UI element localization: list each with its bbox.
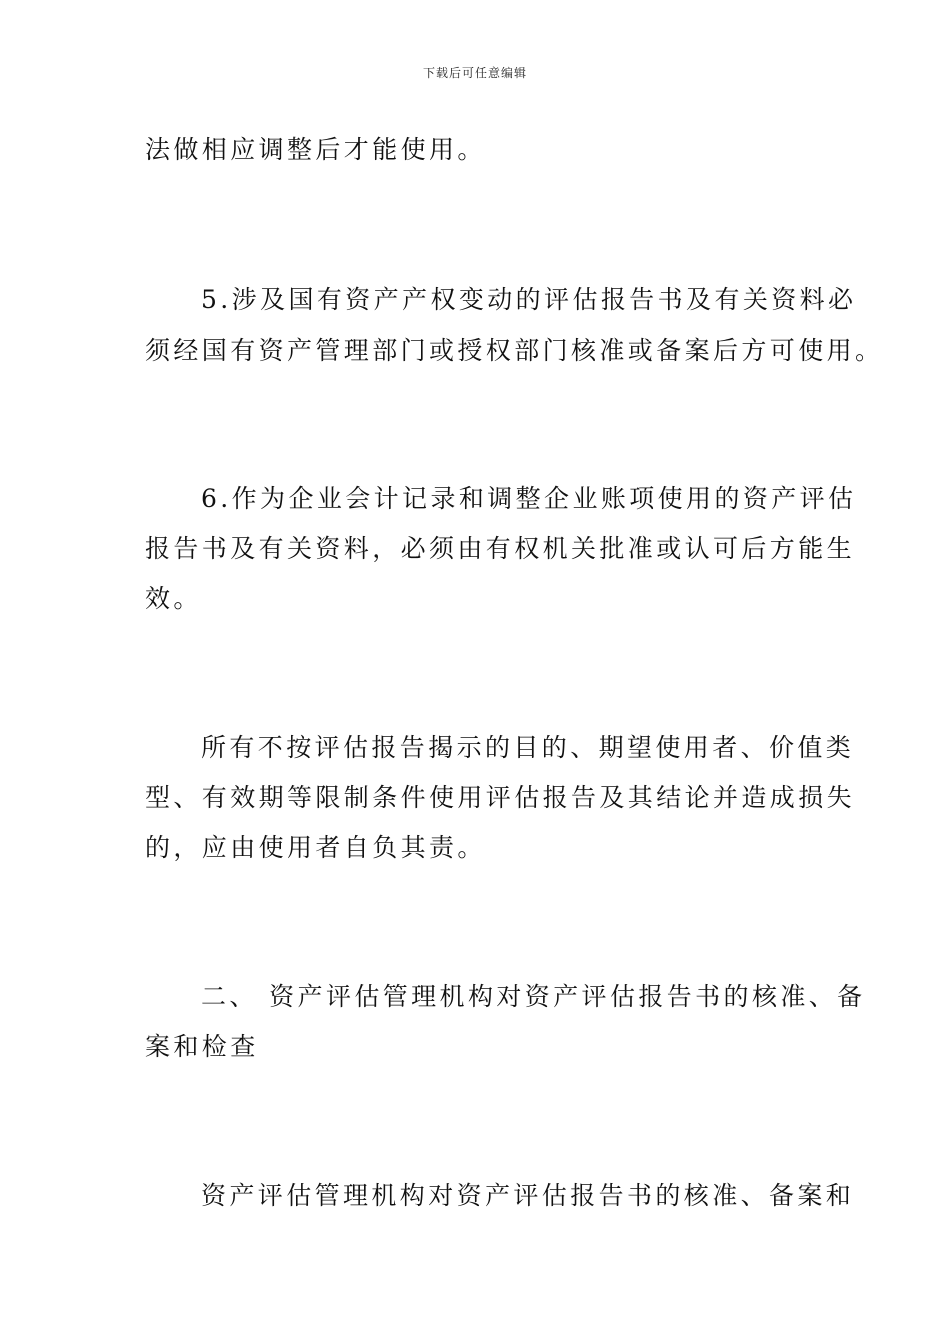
- section-heading-line-2: 案和检查: [145, 1032, 259, 1061]
- section-heading-line-1: 二、 资产评估管理机构对资产评估报告书的核准、备: [201, 982, 866, 1011]
- section-paragraph-line-1: 资产评估管理机构对资产评估报告书的核准、备案和: [201, 1181, 855, 1210]
- paragraph-5-line-2: 须经国有资产管理部门或授权部门核准或备案后方可使用。: [145, 336, 884, 365]
- paragraph-6-line-1: 6.作为企业会计记录和调整企业账项使用的资产评估: [201, 484, 857, 513]
- paragraph-5-line-1: 5.涉及国有资产产权变动的评估报告书及有关资料必: [201, 285, 857, 314]
- disclaimer-line-1: 所有不按评估报告揭示的目的、期望使用者、价值类: [201, 733, 855, 762]
- page-header: 下载后可任意编辑: [422, 66, 527, 80]
- disclaimer-line-2: 型、有效期等限制条件使用评估报告及其结论并造成损失: [145, 783, 856, 812]
- disclaimer-line-3: 的，应由使用者自负其责。: [145, 833, 486, 862]
- paragraph-4-tail: 法做相应调整后才能使用。: [145, 135, 486, 164]
- paragraph-6-line-2: 报告书及有关资料，必须由有权机关批准或认可后方能生: [145, 534, 856, 563]
- paragraph-6-line-3: 效。: [145, 584, 202, 613]
